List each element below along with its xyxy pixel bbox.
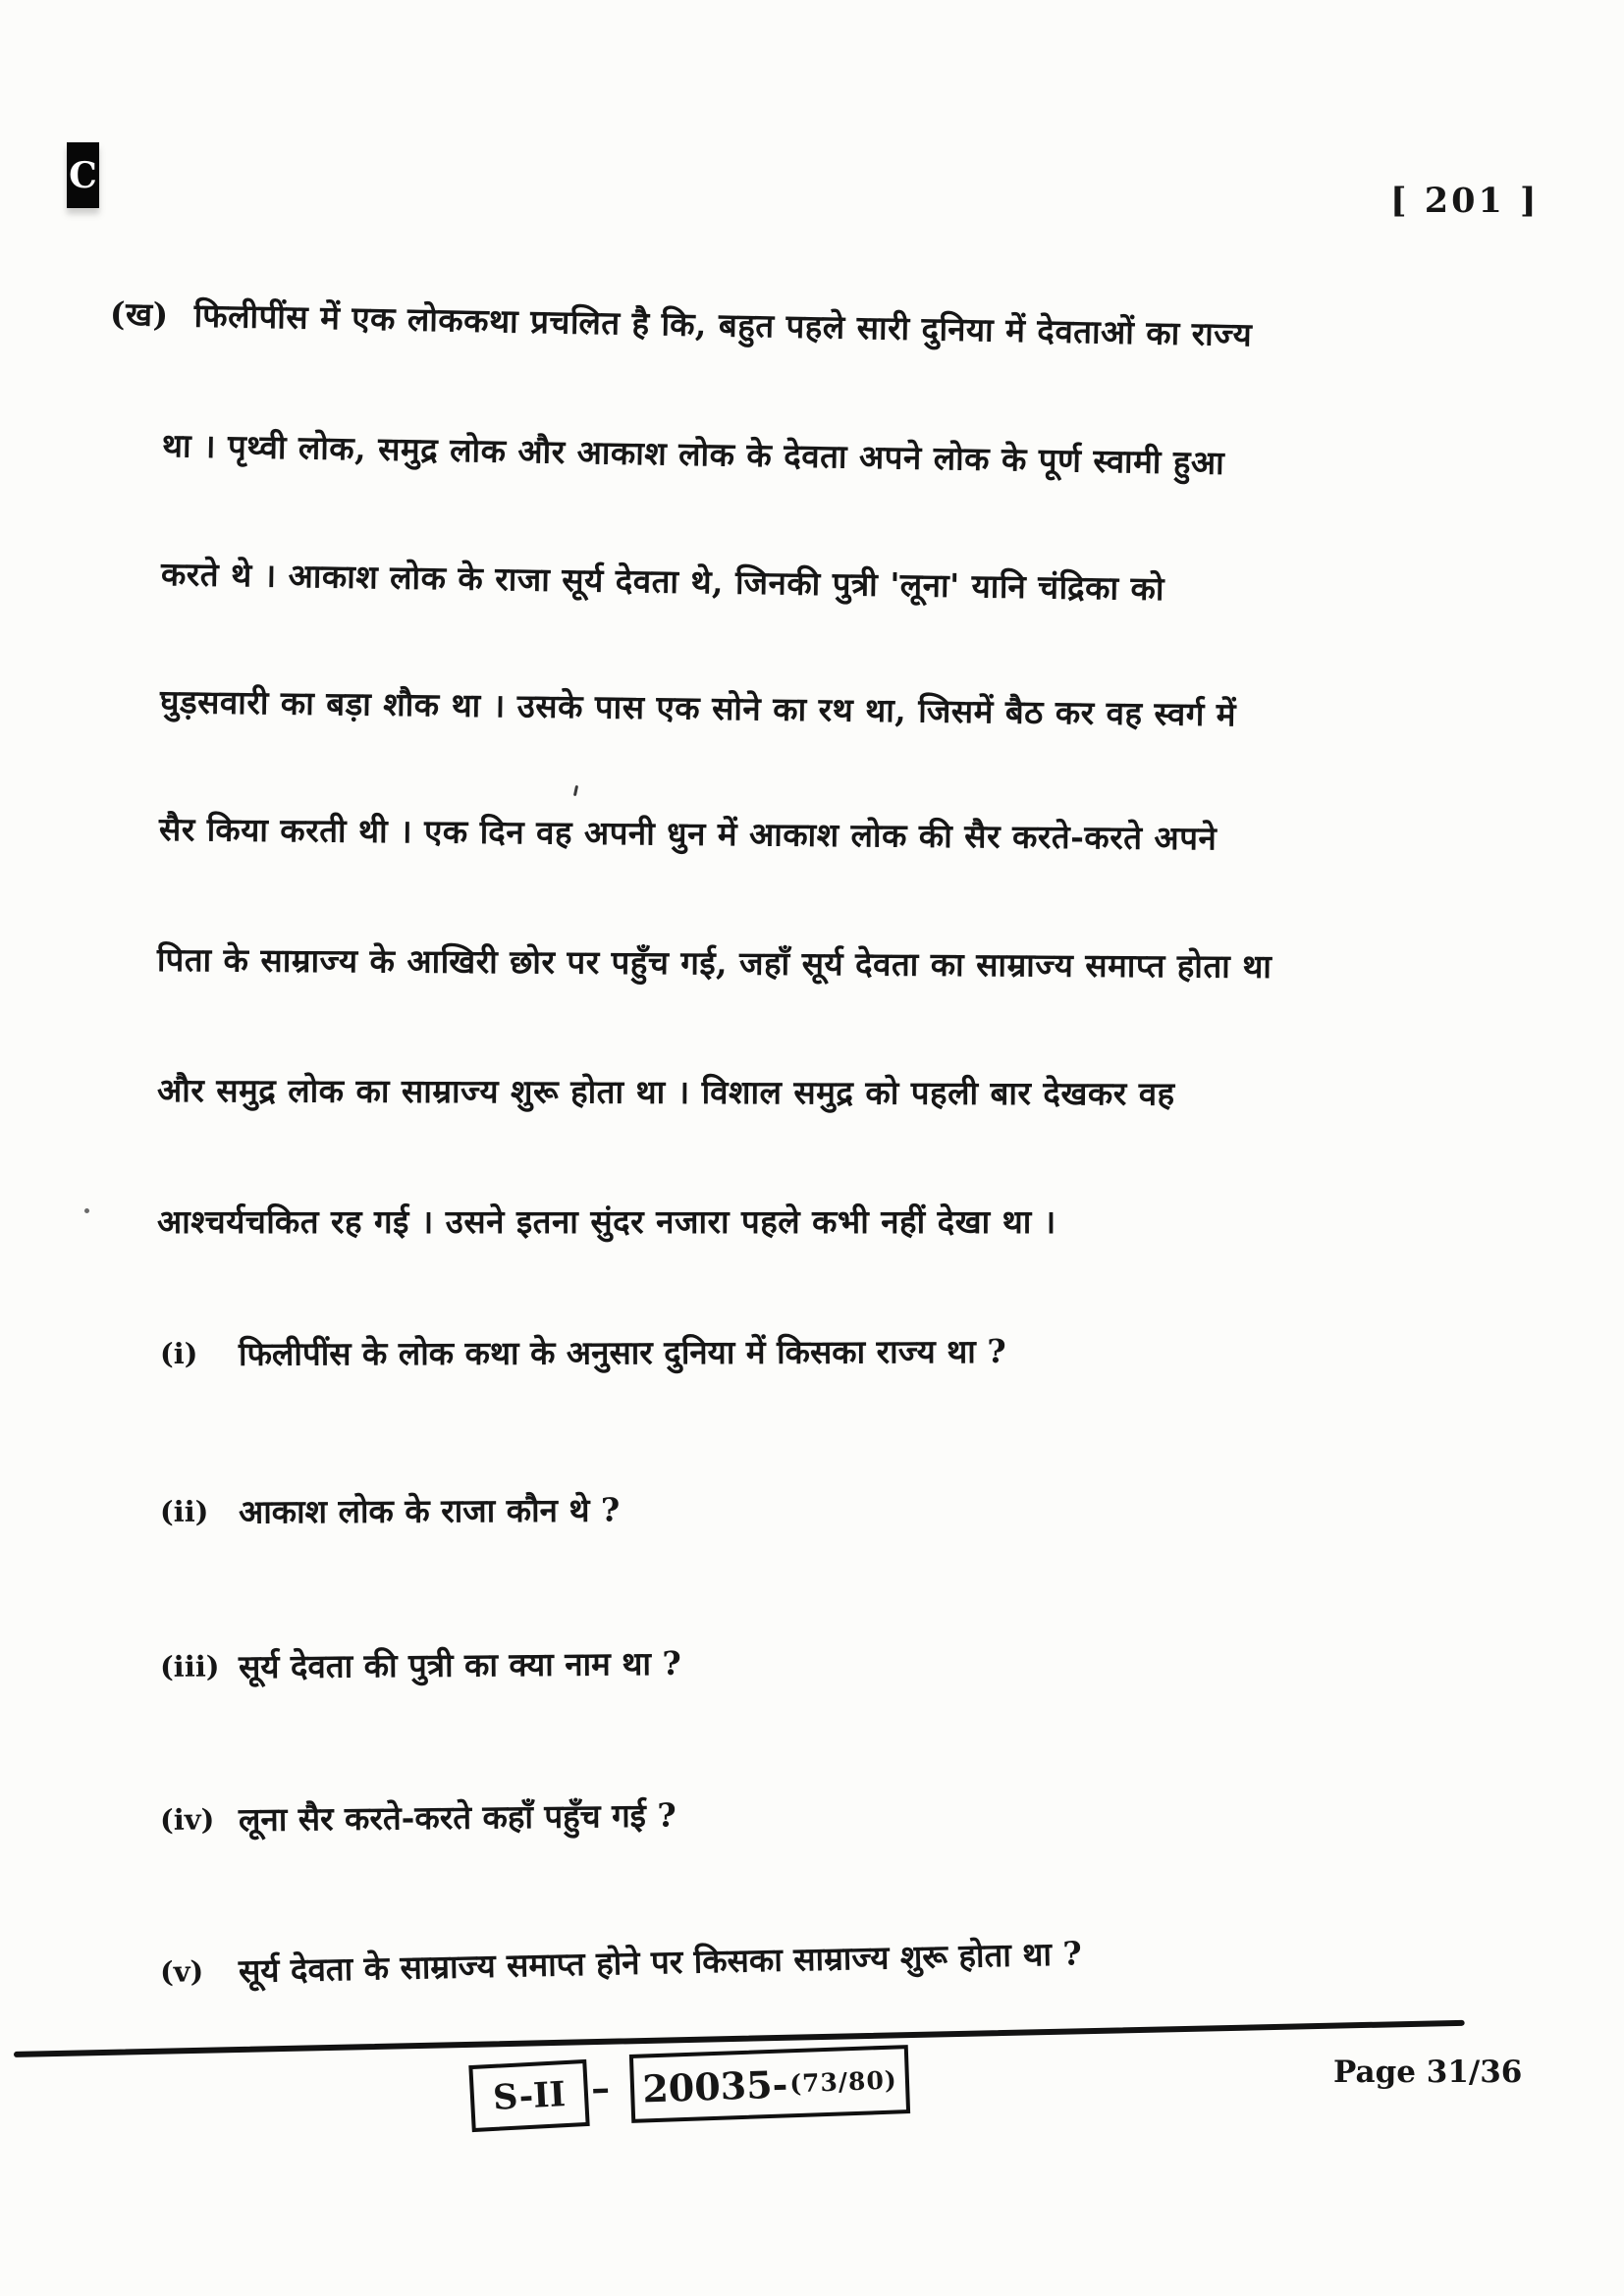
scan-speck [84, 1208, 89, 1213]
passage-line [110, 291, 1253, 355]
question-number: (iv) [159, 1802, 215, 1837]
section-badge: C [67, 142, 99, 208]
question-row [160, 1791, 677, 1842]
passage-line: और समुद्र लोक का साम्राज्य शुरू होता था । विशाल समुद्र को पहली बार देखकर वह [156, 1071, 1175, 1113]
question-text: फिलीपींस के लोक कथा के अनुसार दुनिया में किसका राज्य था ? [238, 1331, 1006, 1373]
question-row [160, 1487, 621, 1533]
passage-label: (ख) [109, 294, 170, 335]
question-number: (v) [159, 1954, 204, 1989]
question-number: (i) [159, 1336, 198, 1370]
page-number-bracket: [ 201 ] [1390, 181, 1540, 221]
series-code-box: S-II [468, 2059, 589, 2132]
scan-speck [573, 785, 578, 796]
passage-line: करते थे । आकाश लोक के राजा सूर्य देवता थे, जिनकी पुत्री 'लूना' यानि चंद्रिका को [160, 555, 1165, 609]
question-number: (ii) [159, 1494, 209, 1528]
question-text: सूर्य देवता की पुत्री का क्या नाम था ? [238, 1643, 681, 1686]
paper-code-box [629, 2045, 910, 2123]
question-text: आकाश लोक के राजा कौन थे ? [238, 1490, 621, 1531]
question-row [160, 1328, 1006, 1375]
footer-dash: – [590, 2064, 611, 2110]
page-indicator: Page 31/36 [1333, 2055, 1523, 2090]
question-text: लूना सैर करते-करते कहाँ पहुँच गई ? [238, 1795, 677, 1840]
passage-line: सैर किया करती थी । एक दिन वह अपनी धुन में आकाश लोक की सैर करते-करते अपने [158, 810, 1218, 858]
passage-line: था । पृथ्वी लोक, समुद्र लोक और आकाश लोक के देवता अपने लोक के पूर्ण स्वामी हुआ [161, 426, 1225, 482]
question-number: (iii) [159, 1649, 220, 1683]
passage-line: पिता के साम्राज्य के आखिरी छोर पर पहुँच गई, जहाँ सूर्य देवता का साम्राज्य समाप्त होता था [156, 940, 1272, 986]
question-row [160, 1640, 681, 1688]
passage-line: आश्चर्यचकित रह गई । उसने इतना सुंदर नजारा पहले कभी नहीं देखा था । [157, 1202, 1056, 1241]
paper-code: 20035- [641, 2060, 789, 2111]
paper-code-suffix: (73/80) [788, 2064, 898, 2098]
question-text: सूर्य देवता के साम्राज्य समाप्त होने पर किसका साम्राज्य शुरू होता था ? [238, 1934, 1083, 1991]
passage-line: घुड़सवारी का बड़ा शौक था । उसके पास एक सोने का रथ था, जिसमें बैठ कर वह स्वर्ग में [159, 682, 1237, 734]
passage-line-text: फिलीपींस में एक लोककथा प्रचलित है कि, बहुत पहले सारी दुनिया में देवताओं का राज्य [193, 295, 1253, 354]
question-row [160, 1930, 1083, 1994]
